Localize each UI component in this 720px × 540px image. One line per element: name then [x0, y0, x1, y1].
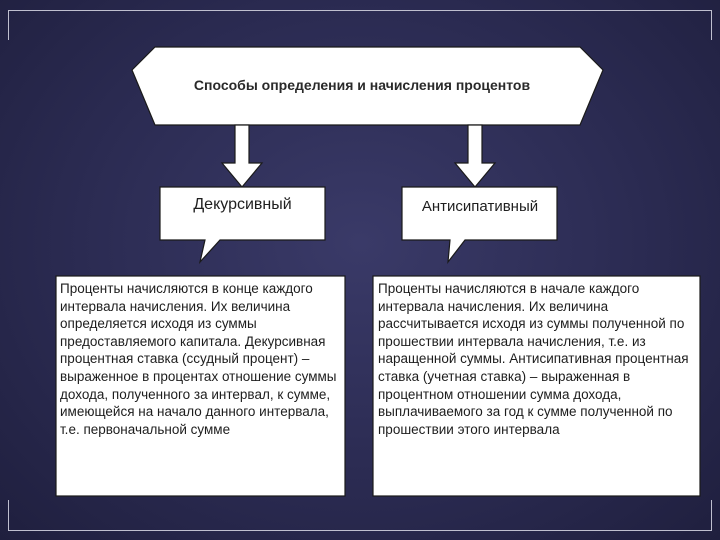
- arrow-right: [455, 125, 495, 187]
- description-right: Проценты начисляются в начале каждого интервала начисления. Их величина рассчитывается исходя из суммы полученной по прошествии интервала начисления, т.е. из наращенной суммы. Антисипативная процентная ставка (учетная ставка) – выраженная в процентном отношении сумма дохода, выплачиваемого за год к сумме полученной по прошествии этого интервала: [378, 281, 689, 437]
- description-left: Проценты начисляются в конце каждого интервала начисления. Их величина определяется исходя из суммы предоставляемого капитала. Декурсивная процентная ставка (ссудный процент) – выраженное в процентах отношение суммы дохода, полученного за интервал, к сумме, имеющейся на начало данного интервала, т.е. первоначальной сумме: [60, 281, 337, 437]
- arrow-left: [222, 125, 262, 187]
- diagram-title: Способы определения и начисления процентов: [193, 77, 531, 93]
- heading-right: Антисипативный: [421, 198, 539, 215]
- heading-left: Декурсивный: [193, 196, 292, 213]
